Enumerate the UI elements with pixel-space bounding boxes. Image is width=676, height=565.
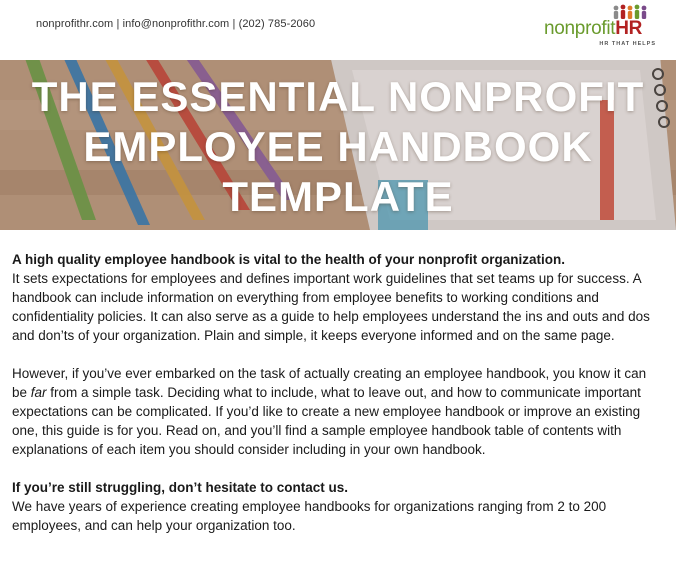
logo-word-nonprofit: nonprofit [544, 18, 616, 39]
logo-word-hr: HR [615, 18, 643, 39]
guide-text-emphasis: far [30, 385, 47, 400]
guide-text-before: However, if you’ve ever embarked on the task of actually creating an employee handbook, you know it can be [12, 366, 647, 400]
logo-wordmark [544, 18, 642, 40]
top-bar [0, 0, 676, 60]
title-line-1: THE ESSENTIAL NONPROFIT [31, 73, 645, 120]
title-line-3: TEMPLATE [222, 173, 454, 220]
contact-heading: If you’re still struggling, don’t hesitate to contact us. [12, 480, 349, 495]
contact-info: nonprofithr.com | info@nonprofithr.com | (202) 785-2060 [36, 18, 316, 30]
main-content [0, 230, 676, 535]
intro-heading: A high quality employee handbook is vital to the health of your nonprofit organization. [12, 252, 566, 267]
hero-banner [0, 60, 676, 230]
title-line-2: EMPLOYEE HANDBOOK [83, 123, 593, 170]
logo-tagline: HR THAT HELPS [599, 41, 656, 47]
page-title [0, 72, 676, 222]
intro-body: It sets expectations for employees and defines important work guidelines that set teams up for success. A handbook can include information on everything from employee benefits to working conditions and confidentiality policies. It can also serve as a guide to help employees understand the ins and outs and dos and don’ts of your organization. Plain and simple, it keeps everyone informed and on the same page. [12, 271, 650, 343]
guide-paragraph [12, 364, 664, 459]
guide-text-after: from a simple task. Deciding what to include, what to leave out, and how to communicate important expectations can be complicated. If you’d like to create a new employee handbook or improve an existing one, this guide is for you. Read on, and you’ll find a sample employee handbook table of contents with explanations of each item you should consider including in your own handbook. [12, 385, 641, 457]
contact-body: We have years of experience creating employee handbooks for organizations ranging from 2 to 200 employees, and can help your organization too. [12, 499, 607, 533]
intro-paragraph [12, 250, 664, 345]
nonprofit-hr-logo[interactable] [544, 4, 668, 54]
contact-paragraph [12, 478, 664, 535]
